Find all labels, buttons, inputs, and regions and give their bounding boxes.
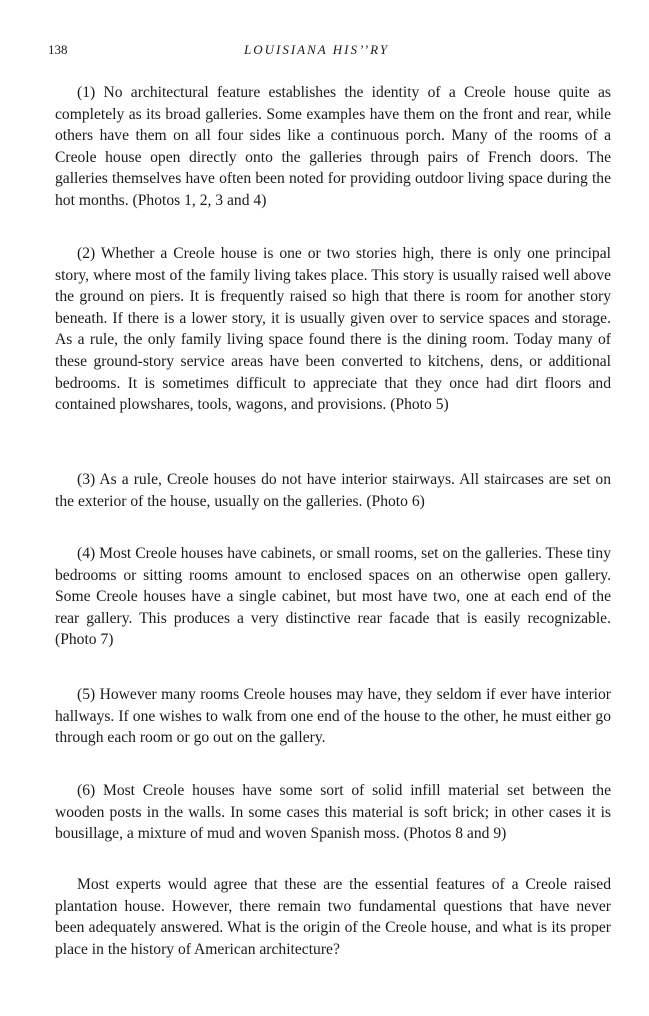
running-title: LOUISIANA HIS’’RY — [244, 42, 390, 57]
paragraph-1: (1) No architectural feature establishes the identity of a Creole house quite as completely as its broad galleries. Some examples have them on the front and rear, while others have them on all four sides like a continuous porch. Many of the rooms of a Creole house open directly onto the galleries through pairs of French doors. The galleries themselves have often been noted for providing outdoor living space during the hot months. (Photos 1, 2, 3 and 4) — [55, 84, 611, 209]
page-header — [48, 40, 608, 62]
paragraph-2: (2) Whether a Creole house is one or two stories high, there is only one principal story, where most of the family living takes place. This story is usually raised well above the ground on piers. It is frequently raised so high that there is room for another story beneath. If there is a lower story, it is usually given over to service spaces and storage. As a rule, the only family living space found there is the dining room. Today many of these ground-story service areas have been converted to kitchens, dens, or additional bedrooms. It is sometimes difficult to appreciate that they once had dirt floors and contained plowshares, tools, wagons, and provisions. (Photo 5) — [55, 245, 611, 414]
paragraph-3: (3) As a rule, Creole houses do not have interior stairways. All staircases are set on the exterior of the house, usually on the galleries. (Photo 6) — [55, 471, 611, 510]
paragraph-5: (5) However many rooms Creole houses may have, they seldom if ever have interior hallways. If one wishes to walk from one end of the house to the other, he must either go through each room or go out on the gallery. — [55, 686, 611, 747]
paragraph-4: (4) Most Creole houses have cabinets, or small rooms, set on the galleries. These tiny bedrooms or sitting rooms amount to enclosed spaces on an otherwise open gallery. Some Creole houses have a single cabinet, but most have two, one at each end of the rear gallery. This produces a very distinctive rear facade that is easily recognizable. (Photo 7) — [55, 545, 611, 649]
paragraph-6: (6) Most Creole houses have some sort of solid infill material set between the wooden posts in the walls. In some cases this material is soft brick; in other cases it is bousillage, a mixture of mud and woven Spanish moss. (Photos 8 and 9) — [55, 782, 611, 843]
paragraph-7: Most experts would agree that these are the essential features of a Creole raised plantation house. However, there remain two fundamental questions that have never been adequately answered. What is the origin of the Creole house, and what is its proper place in the history of American architecture? — [55, 876, 611, 958]
page-number: 138 — [48, 42, 68, 57]
